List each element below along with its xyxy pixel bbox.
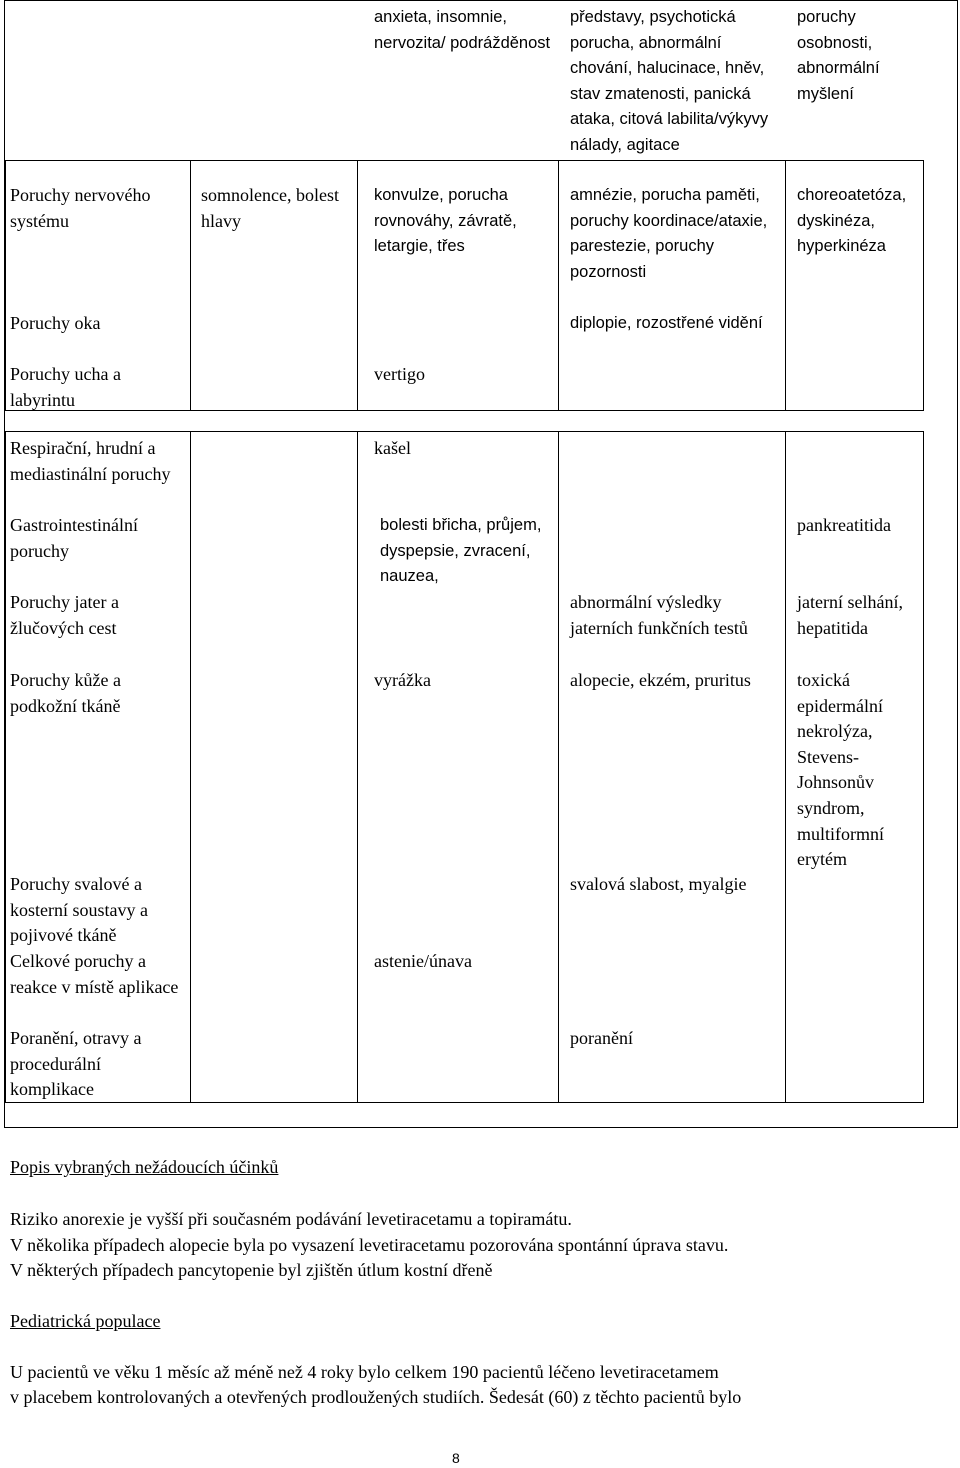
paragraph-line: V několika případech alopecie byla po vysazení levetiracetamu pozorována spontánní úprava stavu.	[10, 1235, 729, 1255]
psych-rare: poruchy osobnosti, abnormální myšlení	[797, 8, 880, 103]
nervous-common: konvulze, porucha rovnováhy, závratě, letargie, třes	[374, 186, 517, 256]
injury-label: Poranění, otravy a procedurální komplikace	[10, 1028, 142, 1100]
nervous-uncommon: amnézie, porucha paměti, poruchy koordinace/ataxie, parestezie, poruchy pozornosti	[570, 186, 768, 281]
paragraph-line: V některých případech pancytopenie byl zjištěn útlum kostní dřeně	[10, 1260, 493, 1280]
gastrointestinal-common: bolesti břicha, průjem, dyspepsie, zvracení, nauzea,	[380, 516, 542, 586]
adverse-effects-table	[4, 0, 958, 1128]
psych-uncommon: představy, psychotická porucha, abnormální chování, halucinace, hněv, stav zmatenosti, panická ataka, citová labilita/výkyvy nálady, agitace	[570, 8, 769, 154]
gastrointestinal-rare: pankreatitida	[797, 515, 891, 535]
section-heading-selected-effects: Popis vybraných nežádoucích účinků	[10, 1157, 279, 1177]
nervous-rare: choreoatetóza, dyskinéza, hyperkinéza	[797, 186, 907, 256]
hepatobiliary-rare: jaterní selhání, hepatitida	[797, 592, 903, 638]
eye-disorders-label: Poruchy oka	[10, 313, 101, 333]
paragraph-line: v placebem kontrolovaných a otevřených prodloužených studiích. Šedesát (60) z těchto pacientů bylo	[10, 1387, 742, 1407]
section-heading-pediatric: Pediatrická populace	[10, 1311, 161, 1331]
skin-rare: toxická epidermální nekrolýza, Stevens-Johnsonův syndrom, multiformní erytém	[797, 670, 884, 870]
skin-label: Poruchy kůže a podkožní tkáně	[10, 670, 121, 716]
eye-uncommon: diplopie, rozostřené vidění	[570, 314, 763, 332]
hepatobiliary-label: Poruchy jater a žlučových cest	[10, 592, 119, 638]
ear-common: vertigo	[374, 364, 425, 384]
nervous-system-label: Poruchy nervového systému	[10, 185, 151, 231]
respiratory-label: Respirační, hrudní a mediastinální poruchy	[10, 438, 171, 484]
musculoskeletal-label: Poruchy svalové a kosterní soustavy a pojivové tkáně	[10, 874, 148, 946]
psych-common: anxieta, insomnie, nervozita/ podrážděnost	[374, 8, 551, 52]
paragraph-line: Riziko anorexie je vyšší při současném podávání levetiracetamu a topiramátu.	[10, 1209, 572, 1229]
skin-uncommon: alopecie, ekzém, pruritus	[570, 670, 751, 690]
ear-disorders-label: Poruchy ucha a labyrintu	[10, 364, 121, 410]
hepatobiliary-uncommon: abnormální výsledky jaterních funkčních testů	[570, 592, 748, 638]
injury-uncommon: poranění	[570, 1028, 633, 1048]
gastrointestinal-label: Gastrointestinální poruchy	[10, 515, 138, 561]
nervous-very-common: somnolence, bolest hlavy	[201, 185, 339, 231]
skin-common: vyrážka	[374, 670, 431, 690]
general-disorders-label: Celkové poruchy a reakce v místě aplikace	[10, 951, 179, 997]
musculoskeletal-uncommon: svalová slabost, myalgie	[570, 874, 747, 894]
respiratory-common: kašel	[374, 438, 411, 458]
general-common: astenie/únava	[374, 951, 472, 971]
page-number: 8	[452, 1450, 460, 1466]
paragraph-line: U pacientů ve věku 1 měsíc až méně než 4 roky bylo celkem 190 pacientů léčeno levetiracetamem	[10, 1362, 719, 1382]
